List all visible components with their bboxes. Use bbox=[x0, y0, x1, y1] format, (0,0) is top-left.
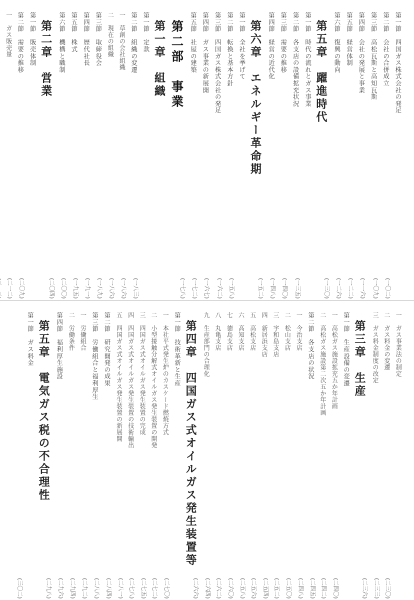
page-number: (二五六) bbox=[250, 578, 257, 599]
section-entry: 第一節 時代の流れとガス事業 bbox=[303, 12, 311, 108]
page-number: (一四八) bbox=[269, 278, 276, 299]
page-number: (二四〇) bbox=[332, 578, 338, 599]
section-entry: 第三節 労働組合と福利厚生 bbox=[90, 312, 98, 401]
section-entry: 第四節 福利厚生施設 bbox=[55, 312, 63, 380]
subsection-entry: 八 丸亀支店 bbox=[213, 312, 221, 351]
chapter-heading: 第五章 躍進時代 bbox=[314, 20, 328, 124]
subsection-entry: 二 小型接触分解式オイルガス発生装置の開発 bbox=[149, 312, 157, 449]
page-number: (一五二) bbox=[257, 278, 263, 299]
subsection-entry: 一 高松ガス施設拡充五か年計画 bbox=[330, 312, 338, 410]
page-number: (一八三) bbox=[131, 278, 138, 299]
page-number: (二五四) bbox=[261, 578, 268, 599]
page-number: (一五八) bbox=[227, 278, 234, 299]
section-entry: 第五節 経営体制 bbox=[345, 12, 353, 67]
subsection-entry: 一 今治支店 bbox=[295, 312, 302, 351]
page-number: (二九六) bbox=[57, 578, 64, 599]
subsection-entry: 二 高松ガス施設第二次五か年計画 bbox=[318, 312, 326, 416]
subsection-entry: 七 徳島支店 bbox=[225, 312, 233, 351]
page-number: (一二六) bbox=[335, 278, 341, 299]
page-number: (二七二) bbox=[151, 578, 158, 599]
page-number: (二七八) bbox=[128, 578, 135, 599]
section-entry: 第四節 会社の発展と事業 bbox=[357, 12, 365, 94]
page-number: (一二二) bbox=[347, 278, 354, 299]
section-entry: 第四節 経営の近代化 bbox=[267, 12, 275, 80]
page-number: (一八六) bbox=[119, 278, 126, 299]
section-entry: 第三節 取締役会 bbox=[94, 12, 102, 67]
page-number: (二八八) bbox=[92, 578, 99, 599]
page-number: (一八六) bbox=[108, 278, 114, 299]
subsection-entry: 三 四国ガス式オイルガス発生装置の完成 bbox=[138, 312, 146, 436]
subsection-entry: 九 生産部門の合理化 bbox=[202, 312, 210, 377]
page-number: (一七二) bbox=[191, 278, 198, 299]
section-entry: 第一節 ガス料金 bbox=[26, 312, 34, 367]
subsection-entry: 五 高松支店 bbox=[248, 312, 256, 351]
page-number: (一一六) bbox=[359, 278, 366, 299]
page-number: (二六二) bbox=[215, 578, 222, 599]
page-number bbox=[0, 278, 3, 299]
chapter-heading: 第一章 組織 bbox=[153, 20, 166, 98]
chapter-heading: 第六章 エネルギー革命期 bbox=[249, 20, 262, 176]
page-number: (二〇九) bbox=[18, 278, 25, 299]
subsection-entry: 一 草創の会社組織 bbox=[118, 12, 125, 71]
page-number: (一〇二) bbox=[383, 278, 390, 299]
section-entry: 第一節 全社を挙げて bbox=[238, 12, 245, 80]
section-entry: 第二節 研究開発の成果 bbox=[103, 312, 110, 387]
chapter-heading: 第四章 四国ガス式オイルガス発生装置等 bbox=[184, 320, 198, 567]
section-entry: 第一節 販売体制 bbox=[28, 12, 36, 67]
section-entry: 第六節 機構と職制 bbox=[57, 12, 65, 74]
page-number: (一六七) bbox=[203, 278, 210, 299]
subsection-entry: 四 新居浜支店 bbox=[260, 312, 268, 358]
page-number: (二五八) bbox=[238, 578, 245, 599]
subsection-entry: 二 松山支店 bbox=[283, 312, 291, 351]
chapter-heading: 第三章 生産 bbox=[353, 320, 367, 398]
section-entry: 第五節 株式 bbox=[70, 12, 77, 53]
page-number: (二三六) bbox=[361, 578, 368, 599]
page-number: (二〇〇) bbox=[59, 278, 66, 299]
subsection-entry: 六 高知支店 bbox=[237, 312, 244, 351]
section-entry: 第二節 各支店の状況 bbox=[306, 312, 314, 380]
subsection-entry: 二 労働条件 bbox=[67, 312, 75, 351]
page-number: (二五〇) bbox=[285, 578, 291, 599]
subsection-entry: 二 現在の組織 bbox=[106, 12, 114, 58]
page-number: (一四〇) bbox=[281, 278, 288, 299]
subsection-entry: 三 ガス料金制度の改定 bbox=[371, 312, 379, 384]
subsection-entry: 五 四国ガス式オイルガス発生装置の新展開 bbox=[115, 312, 122, 442]
section-entry: 第六節 復興の動向 bbox=[333, 12, 340, 74]
page-number: (二三三) bbox=[372, 578, 379, 599]
section-entry: 第三節 需要の推移 bbox=[279, 12, 287, 74]
section-entry: 第四節 ガス事業の新展開 bbox=[201, 12, 209, 94]
page-number: (二八一) bbox=[116, 578, 123, 599]
subsection-entry: 一 ガス販売量 bbox=[4, 12, 12, 58]
page-number: (一七八) bbox=[179, 278, 185, 299]
page-number: (二九二) bbox=[80, 578, 87, 599]
subsection-entry: 三 宇和島支店 bbox=[271, 312, 279, 358]
page-number: (二四八) bbox=[296, 578, 303, 599]
section-entry: 第三節 高松瓦斯と高知瓦斯 bbox=[369, 12, 377, 101]
page-number: (一三〇) bbox=[322, 278, 329, 299]
section-entry: 第二節 需要の推移 bbox=[16, 12, 24, 74]
page-number: (二一二) bbox=[6, 278, 13, 299]
page-number: (二六〇) bbox=[227, 578, 233, 599]
subsection-entry: 一 ガス事業法の制定 bbox=[394, 312, 402, 377]
page-number: (一九五) bbox=[72, 278, 78, 299]
chapter-heading: 第二章 営業 bbox=[39, 20, 53, 98]
page-number: (二〇四) bbox=[47, 278, 54, 299]
subsection-entry: 一 労働組合 bbox=[79, 312, 86, 351]
section-entry: 第一節 生産設備の変遷 bbox=[342, 312, 350, 387]
page-number: (二八四) bbox=[105, 578, 111, 599]
page-number: (三〇二) bbox=[16, 578, 22, 599]
page-number: (二三〇) bbox=[384, 578, 391, 599]
section-entry: 第二節 会社の合併成立 bbox=[381, 12, 389, 87]
subsection-entry: 四 四国ガス式オイルガス発生装置の技術輸出 bbox=[126, 312, 134, 449]
section-entry: 第二節 転換と基本方針 bbox=[225, 12, 233, 87]
section-entry: 第一節 四国ガス株式会社の発足 bbox=[394, 12, 401, 114]
page-number: (一三五) bbox=[293, 278, 300, 299]
page-number: (二七〇) bbox=[163, 578, 169, 599]
section-entry: 第五節 社屋の建築 bbox=[189, 12, 197, 74]
subsection-entry: 二 ガス料金の変遷 bbox=[382, 312, 390, 371]
page-number: (二六六) bbox=[192, 578, 199, 599]
subsection-entry: 一 本社平式発生炉のカスケード燃焼方式 bbox=[161, 312, 169, 436]
page-number: (二九八) bbox=[45, 578, 52, 599]
page-number: (二五二) bbox=[273, 578, 280, 599]
section-entry: 第一節 技術革新と生産 bbox=[173, 312, 181, 387]
chapter-heading: 第五章 電気ガス税の不合理性 bbox=[37, 320, 51, 502]
toc-page-bottom bbox=[0, 300, 414, 600]
section-entry: 第二節 各支店の設備拡充状況 bbox=[291, 12, 299, 108]
section-entry: 第四節 歴代社長 bbox=[82, 12, 90, 67]
page-number: (二九四) bbox=[69, 578, 75, 599]
page-number: (一九一) bbox=[84, 278, 91, 299]
section-entry: 第一節 定款 bbox=[142, 12, 149, 53]
section-entry: 第二節 組織の変遷 bbox=[129, 12, 137, 74]
part-heading: 第二部 事業 bbox=[170, 20, 184, 110]
page-number: (二六四) bbox=[203, 578, 210, 599]
page-number: (二四二) bbox=[320, 578, 327, 599]
page-number: (二四五) bbox=[308, 578, 315, 599]
page-number: (一八九) bbox=[96, 278, 103, 299]
page-number: (二七五) bbox=[139, 578, 146, 599]
section-entry: 第三節 四国ガス株式会社の発足 bbox=[213, 12, 221, 114]
page-number: (一六二) bbox=[215, 278, 222, 299]
page-number: (一〇九) bbox=[371, 278, 378, 299]
